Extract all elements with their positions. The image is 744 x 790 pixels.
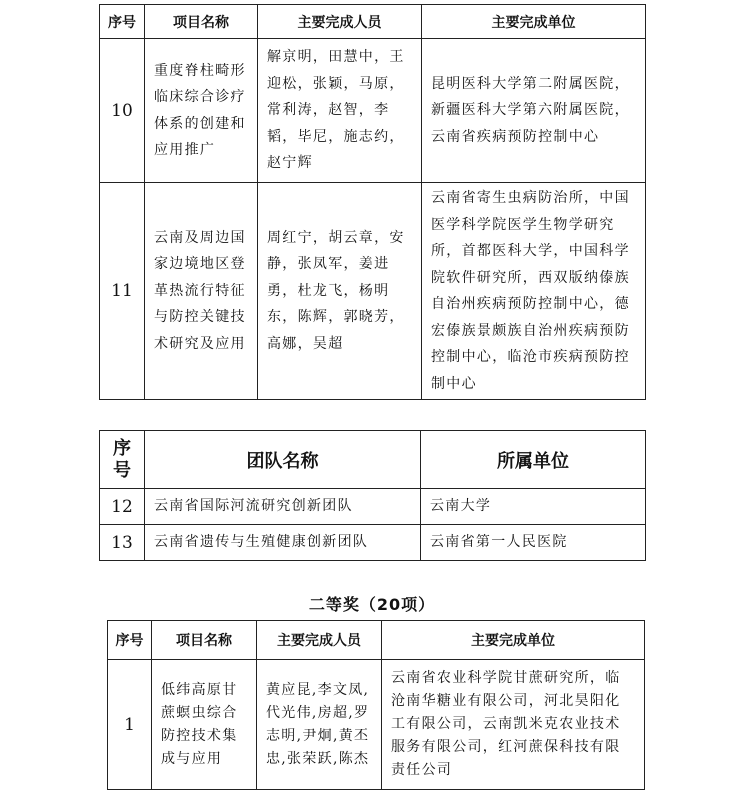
main-units: 昆明医科大学第二附属医院，新疆医科大学第六附属医院，云南省疾病预防控制中心 [422,39,646,183]
header-main-people: 主要完成人员 [257,621,382,660]
header-project-name: 项目名称 [152,621,257,660]
table-row [100,183,646,400]
project-name: 重度脊柱畸形临床综合诊疗体系的创建和应用推广 [145,39,258,183]
header-main-people: 主要完成人员 [258,5,422,39]
table-row [100,489,646,525]
row-number: 1 [108,660,152,790]
table-row [100,39,646,183]
table-row [108,660,645,790]
main-people: 周红宁，胡云章，安静，张凤军，姜进勇，杜龙飞，杨明东，陈辉，郭晓芳，高娜，吴超 [258,183,422,400]
table-header-row [108,621,645,660]
row-number: 10 [100,39,145,183]
main-people: 解京明，田慧中，王迎松，张颖，马原，常利涛，赵智，李韬，毕尼，施志约，赵宁辉 [258,39,422,183]
award-table-second-prize [107,620,645,790]
main-units: 云南省寄生虫病防治所，中国医学科学院医学生物学研究所，首都医科大学，中国科学院软件研究所，西双版纳傣族自治州疾病预防控制中心，德宏傣族景颇族自治州疾病预防控制中心，临沧市疾病预防控制中心 [422,183,646,400]
header-team-name: 团队名称 [145,431,421,489]
header-number: 序号 [100,431,145,489]
row-number: 11 [100,183,145,400]
project-name: 低纬高原甘蔗螟虫综合防控技术集成与应用 [152,660,257,790]
affiliation: 云南省第一人民医院 [421,525,646,561]
table-row [100,525,646,561]
project-name: 云南及周边国家边境地区登革热流行特征与防控关键技术研究及应用 [145,183,258,400]
header-affiliation: 所属单位 [421,431,646,489]
team-name: 云南省遗传与生殖健康创新团队 [145,525,421,561]
award-table-first-prize [99,4,646,400]
row-number: 13 [100,525,145,561]
affiliation: 云南大学 [421,489,646,525]
team-table [99,430,646,561]
header-main-units: 主要完成单位 [422,5,646,39]
header-project-name: 项目名称 [145,5,258,39]
table-header-row [100,431,646,489]
header-number: 序号 [100,5,145,39]
section-title-second-prize: 二等奖（20项） [308,595,436,614]
main-units: 云南省农业科学院甘蔗研究所，临沧南华糖业有限公司，河北昊阳化工有限公司，云南凯米克农业技术服务有限公司，红河蔗保科技有限责任公司 [382,660,645,790]
row-number: 12 [100,489,145,525]
team-name: 云南省国际河流研究创新团队 [145,489,421,525]
main-people: 黄应昆,李文凤,代光伟,房超,罗志明,尹炯,黄丕忠,张荣跃,陈杰 [257,660,382,790]
table-header-row [100,5,646,39]
header-main-units: 主要完成单位 [382,621,645,660]
header-number: 序号 [108,621,152,660]
